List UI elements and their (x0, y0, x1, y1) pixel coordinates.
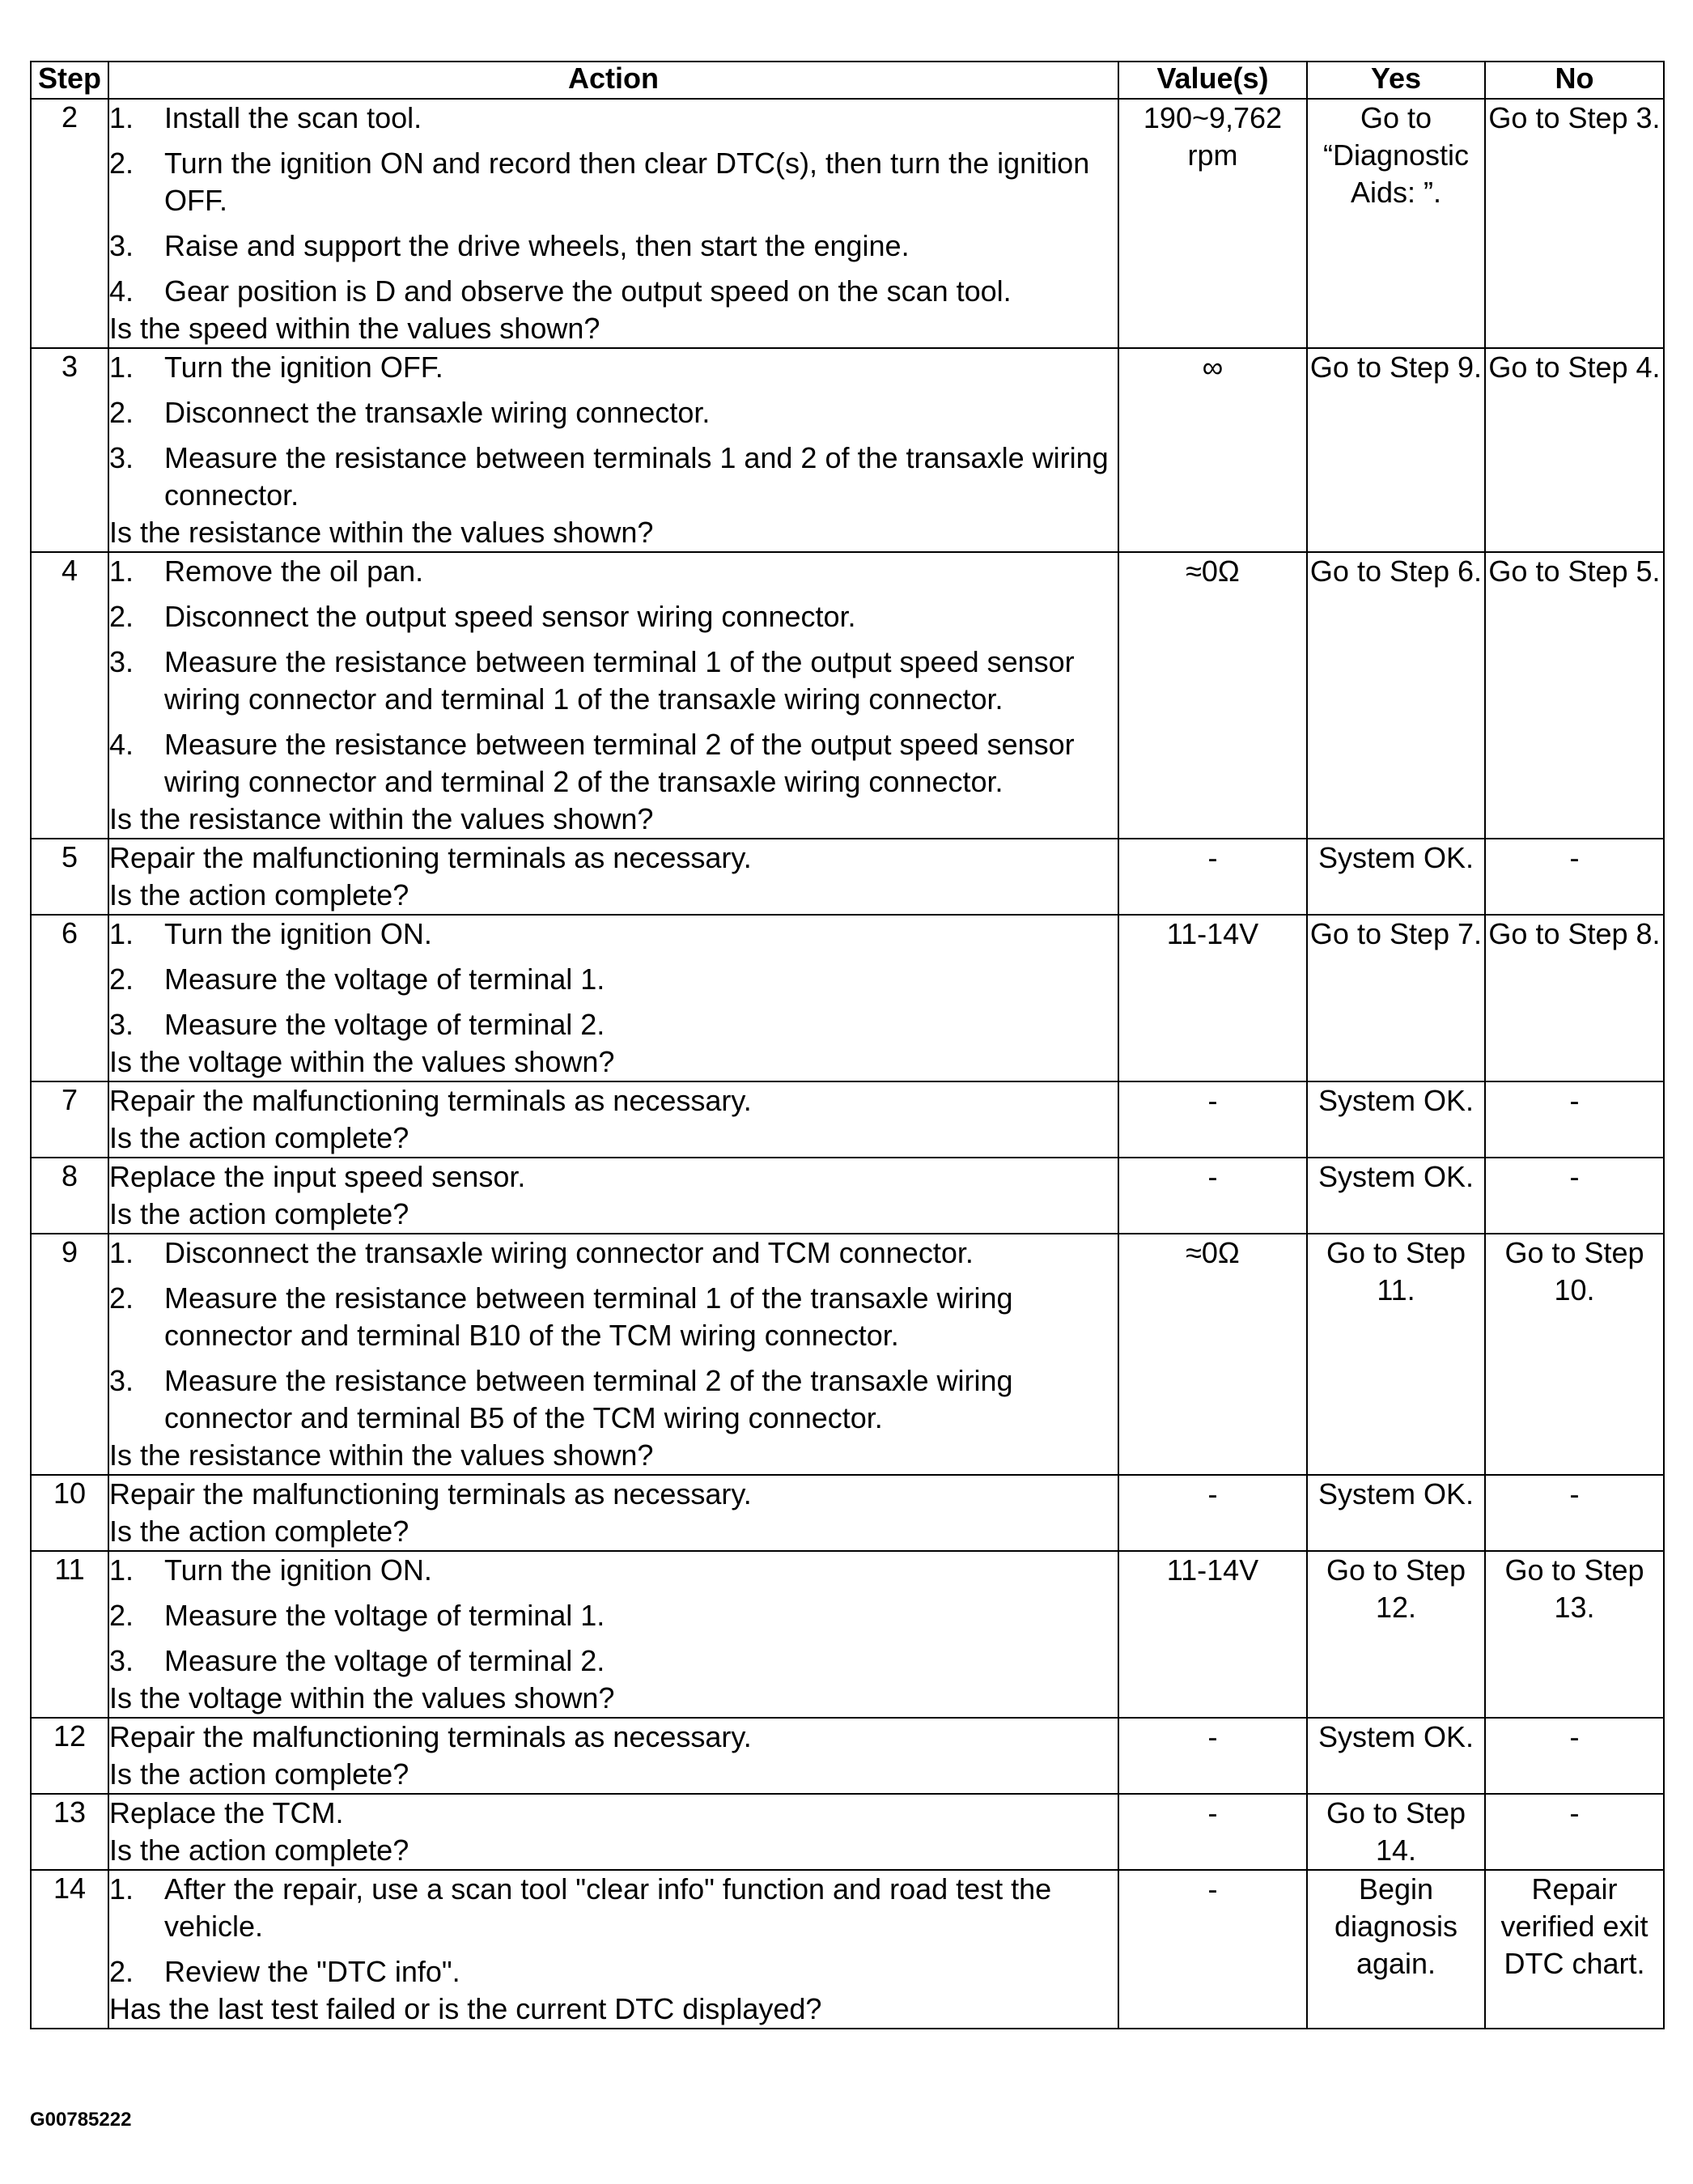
action-step (109, 916, 1118, 953)
action-step-number: 1. (109, 554, 134, 588)
action-step (109, 1871, 1118, 1945)
action-step-text: Install the scan tool. (164, 101, 422, 134)
yes-cell: Go to Step 12. (1307, 1551, 1485, 1718)
step-number: 6 (31, 915, 108, 1081)
action-question: Is the action complete? (109, 1515, 409, 1548)
no-cell: Repair verified exit DTC chart. (1485, 1870, 1664, 2029)
action-question: Is the action complete? (109, 1833, 409, 1867)
no-cell: Go to Step 4. (1485, 348, 1664, 552)
value-cell: 11-14V (1118, 915, 1307, 1081)
header-action: Action (108, 62, 1118, 99)
action-step-text: Disconnect the output speed sensor wiring connector. (164, 600, 856, 633)
table-row (31, 1081, 1664, 1158)
header-row (31, 62, 1664, 99)
yes-cell: System OK. (1307, 1158, 1485, 1234)
action-question: Is the resistance within the values shown? (109, 802, 654, 835)
step-number: 9 (31, 1234, 108, 1475)
action-step-number: 2. (109, 962, 134, 996)
no-cell: Go to Step 10. (1485, 1234, 1664, 1475)
action-steps (109, 1234, 1118, 1437)
action-cell (108, 1234, 1118, 1475)
value-cell: - (1118, 1158, 1307, 1234)
step-number: 13 (31, 1794, 108, 1870)
table-row (31, 1551, 1664, 1718)
action-step (109, 644, 1118, 718)
value-cell: ∞ (1118, 348, 1307, 552)
action-cell (108, 1551, 1118, 1718)
action-step (109, 553, 1118, 590)
yes-cell: System OK. (1307, 1718, 1485, 1794)
step-number: 5 (31, 839, 108, 915)
action-step-text: Turn the ignition ON. (164, 1553, 432, 1587)
value-cell: ≈0Ω (1118, 552, 1307, 839)
yes-cell: Go to Step 9. (1307, 348, 1485, 552)
action-cell (108, 839, 1118, 915)
value-cell: - (1118, 1475, 1307, 1551)
yes-cell: Go to Step 7. (1307, 915, 1485, 1081)
action-cell (108, 1081, 1118, 1158)
action-step-number: 2. (109, 147, 134, 180)
action-step-number: 1. (109, 917, 134, 950)
action-step-text: Remove the oil pan. (164, 554, 424, 588)
action-step-text: Measure the voltage of terminal 1. (164, 1599, 605, 1632)
table-row (31, 348, 1664, 552)
action-question: Is the resistance within the values shown? (109, 1438, 654, 1472)
action-step-number: 2. (109, 600, 134, 633)
no-cell: - (1485, 1158, 1664, 1234)
step-number: 8 (31, 1158, 108, 1234)
value-cell: 11-14V (1118, 1551, 1307, 1718)
action-step (109, 145, 1118, 219)
action-step-text: Measure the resistance between terminal 1 of the output speed sensor wiring connector and terminal 1 of the transaxle wiring connector. (164, 645, 1075, 716)
action-steps (109, 916, 1118, 1043)
action-question: Is the action complete? (109, 1757, 409, 1791)
action-steps (109, 553, 1118, 801)
step-number: 4 (31, 552, 108, 839)
no-cell: Go to Step 13. (1485, 1551, 1664, 1718)
action-cell (108, 1794, 1118, 1870)
action-step-number: 3. (109, 645, 134, 678)
action-step-number: 3. (109, 1644, 134, 1677)
action-step (109, 349, 1118, 386)
step-number: 2 (31, 99, 108, 348)
action-step-text: Gear position is D and observe the output speed on the scan tool. (164, 274, 1012, 308)
action-step (109, 1597, 1118, 1634)
action-text: Repair the malfunctioning terminals as necessary. (109, 1720, 752, 1753)
yes-cell: Go to Step 11. (1307, 1234, 1485, 1475)
action-cell (108, 348, 1118, 552)
action-text: Repair the malfunctioning terminals as necessary. (109, 841, 752, 874)
diagnostic-table (30, 61, 1665, 2029)
action-cell (108, 1718, 1118, 1794)
action-question: Is the resistance within the values shown? (109, 516, 654, 549)
action-step-text: Disconnect the transaxle wiring connector and TCM connector. (164, 1236, 974, 1269)
no-cell: - (1485, 1794, 1664, 1870)
action-step-text: Turn the ignition ON. (164, 917, 432, 950)
action-step-text: Disconnect the transaxle wiring connector. (164, 396, 711, 429)
action-step (109, 440, 1118, 514)
header-step: Step (31, 62, 108, 99)
figure-id: G00785222 (30, 2109, 132, 2131)
action-step-text: Turn the ignition OFF. (164, 351, 443, 384)
document (30, 61, 1663, 2029)
action-step (109, 1280, 1118, 1354)
action-step (109, 726, 1118, 801)
table-row (31, 1475, 1664, 1551)
yes-cell: Go to Step 6. (1307, 552, 1485, 839)
action-step-text: Review the "DTC info". (164, 1955, 460, 1988)
action-step (109, 227, 1118, 265)
action-cell (108, 552, 1118, 839)
action-step-text: Measure the voltage of terminal 2. (164, 1644, 605, 1677)
action-cell (108, 1475, 1118, 1551)
yes-cell: Begin diagnosis again. (1307, 1870, 1485, 2029)
action-step-text: Measure the voltage of terminal 2. (164, 1008, 605, 1041)
action-step-text: Raise and support the drive wheels, then start the engine. (164, 229, 910, 262)
action-step-number: 2. (109, 1281, 134, 1315)
action-step-number: 1. (109, 101, 134, 134)
action-step-text: Measure the resistance between terminal 2 of the transaxle wiring connector and terminal B5 of the TCM wiring connector. (164, 1364, 1013, 1434)
action-step-number: 1. (109, 1236, 134, 1269)
no-cell: Go to Step 8. (1485, 915, 1664, 1081)
action-cell (108, 99, 1118, 348)
action-question: Is the action complete? (109, 1121, 409, 1154)
action-step-number: 3. (109, 1364, 134, 1397)
action-step-number: 2. (109, 1599, 134, 1632)
action-step-number: 4. (109, 728, 134, 761)
no-cell: Go to Step 5. (1485, 552, 1664, 839)
action-step-number: 1. (109, 1872, 134, 1906)
header-no: No (1485, 62, 1664, 99)
action-question: Is the voltage within the values shown? (109, 1045, 615, 1078)
action-cell (108, 915, 1118, 1081)
action-step-text: Measure the resistance between terminal 1 of the transaxle wiring connector and terminal B10 of the TCM wiring connector. (164, 1281, 1013, 1352)
action-steps (109, 1871, 1118, 1991)
no-cell: - (1485, 839, 1664, 915)
action-step-number: 3. (109, 441, 134, 474)
action-step-number: 1. (109, 1553, 134, 1587)
value-cell: - (1118, 1870, 1307, 2029)
table-row (31, 839, 1664, 915)
action-text: Replace the input speed sensor. (109, 1160, 526, 1193)
value-cell: - (1118, 839, 1307, 915)
action-step-number: 4. (109, 274, 134, 308)
step-number: 10 (31, 1475, 108, 1551)
value-cell: - (1118, 1794, 1307, 1870)
yes-cell: System OK. (1307, 1081, 1485, 1158)
no-cell: Go to Step 3. (1485, 99, 1664, 348)
action-question: Is the action complete? (109, 878, 409, 911)
action-steps (109, 1552, 1118, 1680)
no-cell: - (1485, 1081, 1664, 1158)
action-step-number: 2. (109, 1955, 134, 1988)
table-row (31, 1158, 1664, 1234)
action-step (109, 100, 1118, 137)
action-text: Repair the malfunctioning terminals as necessary. (109, 1084, 752, 1117)
action-step (109, 1362, 1118, 1437)
header-yes: Yes (1307, 62, 1485, 99)
no-cell: - (1485, 1718, 1664, 1794)
action-step (109, 961, 1118, 998)
action-text: Repair the malfunctioning terminals as necessary. (109, 1477, 752, 1511)
yes-cell: System OK. (1307, 1475, 1485, 1551)
action-step (109, 394, 1118, 431)
step-number: 12 (31, 1718, 108, 1794)
action-step-text: After the repair, use a scan tool "clear info" function and road test the vehicle. (164, 1872, 1052, 1943)
table-row (31, 1794, 1664, 1870)
action-step (109, 1006, 1118, 1043)
step-number: 7 (31, 1081, 108, 1158)
step-number: 14 (31, 1870, 108, 2029)
action-cell (108, 1158, 1118, 1234)
action-step-text: Measure the resistance between terminals 1 and 2 of the transaxle wiring connector. (164, 441, 1109, 512)
table-row (31, 1870, 1664, 2029)
table-row (31, 1234, 1664, 1475)
action-text: Replace the TCM. (109, 1796, 344, 1829)
action-step-number: 3. (109, 229, 134, 262)
action-step (109, 1552, 1118, 1589)
value-cell: ≈0Ω (1118, 1234, 1307, 1475)
action-step (109, 1642, 1118, 1680)
table-row (31, 1718, 1664, 1794)
action-step-text: Measure the resistance between terminal 2 of the output speed sensor wiring connector and terminal 2 of the transaxle wiring connector. (164, 728, 1075, 798)
action-question: Is the speed within the values shown? (109, 312, 600, 345)
action-step-text: Measure the voltage of terminal 1. (164, 962, 605, 996)
action-question: Is the action complete? (109, 1197, 409, 1230)
action-question: Is the voltage within the values shown? (109, 1681, 615, 1714)
action-step (109, 598, 1118, 635)
action-step-number: 3. (109, 1008, 134, 1041)
step-number: 11 (31, 1551, 108, 1718)
action-step (109, 273, 1118, 310)
action-step (109, 1953, 1118, 1991)
value-cell: - (1118, 1718, 1307, 1794)
action-steps (109, 349, 1118, 514)
table-row (31, 915, 1664, 1081)
action-step-number: 1. (109, 351, 134, 384)
header-values: Value(s) (1118, 62, 1307, 99)
table-row (31, 99, 1664, 348)
value-cell: - (1118, 1081, 1307, 1158)
value-cell: 190~9,762 rpm (1118, 99, 1307, 348)
action-steps (109, 100, 1118, 310)
action-step-number: 2. (109, 396, 134, 429)
yes-cell: System OK. (1307, 839, 1485, 915)
no-cell: - (1485, 1475, 1664, 1551)
action-step-text: Turn the ignition ON and record then clear DTC(s), then turn the ignition OFF. (164, 147, 1090, 217)
action-cell (108, 1870, 1118, 2029)
yes-cell: Go to Step 14. (1307, 1794, 1485, 1870)
action-question: Has the last test failed or is the current DTC displayed? (109, 1992, 822, 2025)
table-row (31, 552, 1664, 839)
action-step (109, 1234, 1118, 1272)
step-number: 3 (31, 348, 108, 552)
yes-cell: Go to “Diagnostic Aids: ”. (1307, 99, 1485, 348)
